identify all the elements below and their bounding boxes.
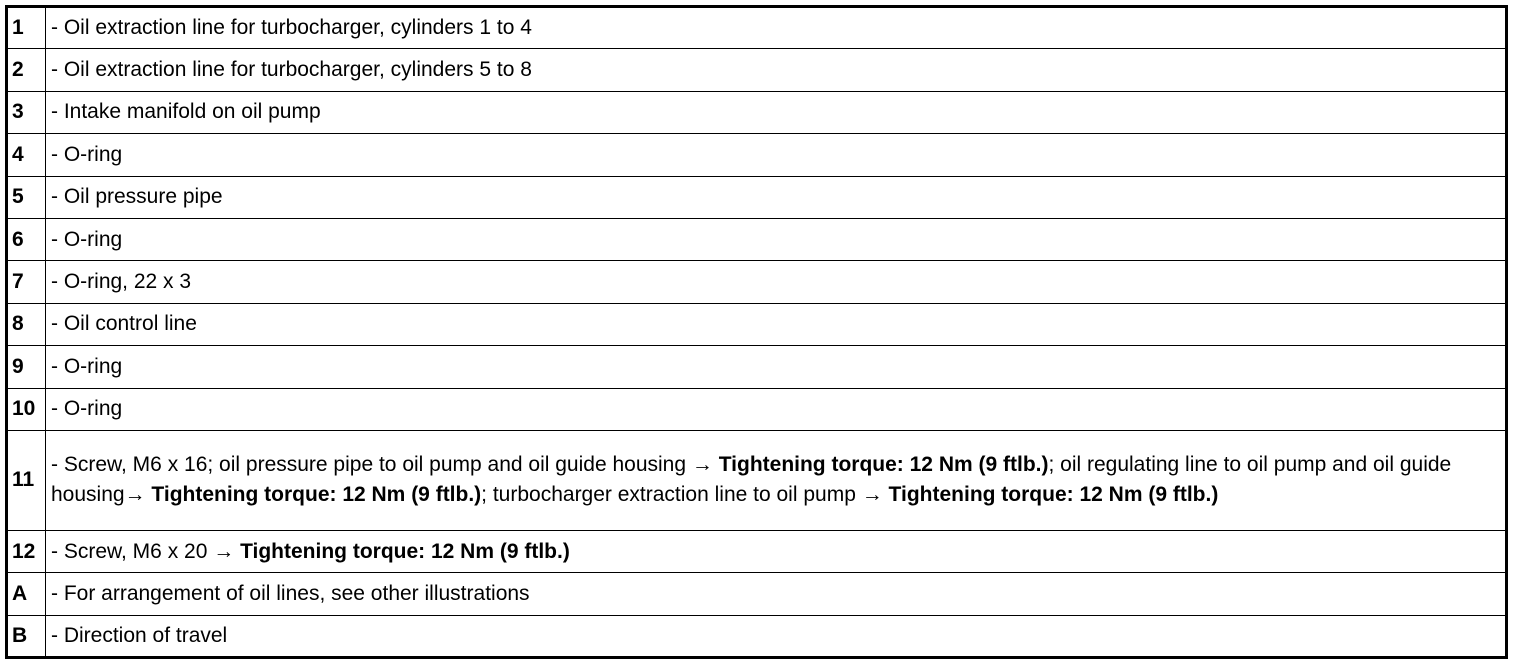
legend-row xyxy=(7,530,1507,572)
legend-description xyxy=(46,218,1507,260)
legend-row xyxy=(7,615,1507,657)
legend-row xyxy=(7,573,1507,615)
legend-row xyxy=(7,91,1507,133)
legend-row xyxy=(7,218,1507,260)
description-text: - Screw, M6 x 16; oil pressure pipe to oil pump and oil guide housing → xyxy=(51,453,719,477)
legend-description xyxy=(46,176,1507,218)
description-text: - O-ring, 22 x 3 xyxy=(51,270,192,294)
tightening-torque-spec: Tightening torque: 12 Nm (9 ftlb.) xyxy=(151,483,482,507)
tightening-torque-spec: Tightening torque: 12 Nm (9 ftlb.) xyxy=(888,483,1219,507)
legend-key: 6 xyxy=(7,218,46,260)
legend-key: 9 xyxy=(7,346,46,388)
legend-row xyxy=(7,346,1507,388)
description-text: - Screw, M6 x 20 → xyxy=(51,539,241,563)
description-text: - Oil control line xyxy=(51,312,197,336)
legend-key: 1 xyxy=(7,7,46,49)
description-text: - O-ring xyxy=(51,354,123,378)
legend-key: 7 xyxy=(7,261,46,303)
legend-description xyxy=(46,573,1507,615)
description-text: - Direction of travel xyxy=(51,623,228,647)
legend-key: 12 xyxy=(7,530,46,572)
legend-key: 11 xyxy=(7,430,46,530)
legend-row xyxy=(7,49,1507,91)
legend-row xyxy=(7,134,1507,176)
legend-description xyxy=(46,7,1507,49)
legend-description xyxy=(46,134,1507,176)
legend-description xyxy=(46,303,1507,345)
description-text: - Oil extraction line for turbocharger, cylinders 1 to 4 xyxy=(51,16,532,40)
description-text: ; turbocharger extraction line to oil pump → xyxy=(481,483,889,507)
tightening-torque-spec: Tightening torque: 12 Nm (9 ftlb.) xyxy=(240,539,570,563)
legend-row xyxy=(7,388,1507,430)
legend-row xyxy=(7,7,1507,49)
legend-row xyxy=(7,303,1507,345)
description-text: - O-ring xyxy=(51,142,123,166)
legend-key: B xyxy=(7,615,46,657)
legend-rows xyxy=(7,7,1507,658)
legend-key: 2 xyxy=(7,49,46,91)
legend-description xyxy=(46,346,1507,388)
legend-description xyxy=(46,49,1507,91)
legend-description xyxy=(46,615,1507,657)
description-text: - For arrangement of oil lines, see other illustrations xyxy=(51,581,530,605)
parts-legend-table xyxy=(5,5,1508,659)
description-text: - O-ring xyxy=(51,227,123,251)
legend-row xyxy=(7,176,1507,218)
description-text: - Oil extraction line for turbocharger, cylinders 5 to 8 xyxy=(51,58,532,82)
legend-row xyxy=(7,430,1507,530)
legend-key: 8 xyxy=(7,303,46,345)
description-text: ; oil regulating line to oil pump and oil guide housing→ xyxy=(51,453,1452,507)
legend-description xyxy=(46,388,1507,430)
description-text: - Intake manifold on oil pump xyxy=(51,100,321,124)
legend-description xyxy=(46,530,1507,572)
tightening-torque-spec: Tightening torque: 12 Nm (9 ftlb.) xyxy=(718,453,1049,477)
description-text: - Oil pressure pipe xyxy=(51,185,223,209)
legend-description xyxy=(46,261,1507,303)
legend-key: 3 xyxy=(7,91,46,133)
description-text: - O-ring xyxy=(51,397,123,421)
legend-description xyxy=(46,91,1507,133)
legend-key: 4 xyxy=(7,134,46,176)
legend-row xyxy=(7,261,1507,303)
legend-key: 5 xyxy=(7,176,46,218)
legend-key: 10 xyxy=(7,388,46,430)
legend-key: A xyxy=(7,573,46,615)
legend-description xyxy=(46,430,1507,530)
